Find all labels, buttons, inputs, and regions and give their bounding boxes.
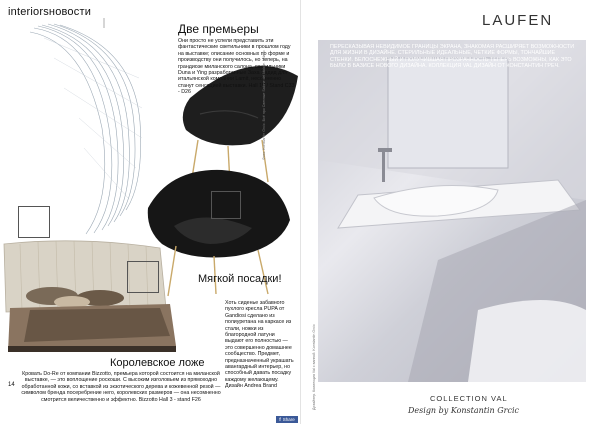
bed-article-text: Кровать Do-Re от компании Bizzotto, премьера которой состоится на миланской выставке, — это воплощение роскоши. С высоким изголовьем из прямоходно обработанной кожи, со вставкой из экзотического дерева и кожевенной резой — символом бренда посеребрение него, королевских размеров — она несомненно смотрится величественно и эффектно. Bizzotto Hall 3 - stand F26 — [21, 371, 221, 403]
magazine-logo[interactable]: interiorsновости — [8, 6, 92, 18]
lamps-article-text: Они просто не успели представить эти фантастические светильники в прошлом году на выставке; описание основных по форме и производству они получилось, но теперь, на грандиозе миланского салона, светильники Duna и Ying разработанные Заха Хадид для итальянской компании Lamit, несомненно станут сенсацией выставки. Hall 15 / Stand C33 - D26 — [178, 38, 295, 96]
share-label: Share — [282, 417, 295, 422]
ad-tagline: ПЕРЕСКАЗЫВАЯ НЕВИДИМОЕ ГРАНИЦЫ ЭКРАНА, ЗНАКОМАЯ РАСШИРЯЕТ ВОЗМОЖНОСТИ ДЛЯ ЖИЗНИ В ДИЗАЙНЕ. СТЕРИЛЬНЫЕ ИДЕАЛЬНЫЕ, ЧЕТКИЕ ФОРМЫ, ТОНЧАЙШИЕ СТЕНКИ. БЕЛОСНЕЖНЫЙ И ПОЛУЧИВШАЯ ПРОЗРАЧНОСТЬ ТЕПЕРЬ ВОЗМОЖНЫ, КАК ЭТО БЫЛО В БАЗИСЕ НОВОГО ДИЗАЙНА. КОЛЛЕКЦИЯ VAL ДИЗАЙН ОТ КОНСТАНТИН ГРЕЧ. — [330, 44, 575, 70]
bed-heading: Королевское ложе — [110, 357, 205, 369]
laufen-logo: LAUFEN — [482, 12, 554, 29]
image-frame-2 — [211, 191, 241, 219]
facebook-share-button[interactable] — [276, 416, 298, 423]
page-number: 14 — [8, 382, 15, 388]
photo-credits: Фото: Konstantin Grcic. Всё про Светлые Salone del Mobile. Milano — [262, 50, 266, 160]
chair-article-text: Хоть сиденье забавного пухлого кресла PUPA от Gandiosi сделано из полиуретана на каркасе из стали, ножки из благородной латуни выдают его полностью — это совершенно домашнее сообщество. Предмет, предназначенный украшать авангардный интерьер, но способный давать посадку каждому желающему. Дизайн Andrea Brand — [225, 300, 294, 390]
image-frame-3 — [127, 261, 159, 293]
washbasin-image — [318, 40, 586, 382]
facebook-icon: f — [279, 417, 281, 422]
collection-title: COLLECTION VAL — [430, 394, 508, 403]
ad-credits: Дизайнер. Коллекция Val с ванной. Konstantin Grcic — [312, 324, 316, 410]
bathroom-ad-photo — [318, 40, 586, 382]
chair-heading: Мягкой посадки! — [198, 273, 282, 285]
image-frame-1 — [18, 206, 50, 238]
section-title: Две премьеры — [178, 22, 259, 36]
designer-signature: Design by Konstantin Grcic — [408, 406, 519, 415]
